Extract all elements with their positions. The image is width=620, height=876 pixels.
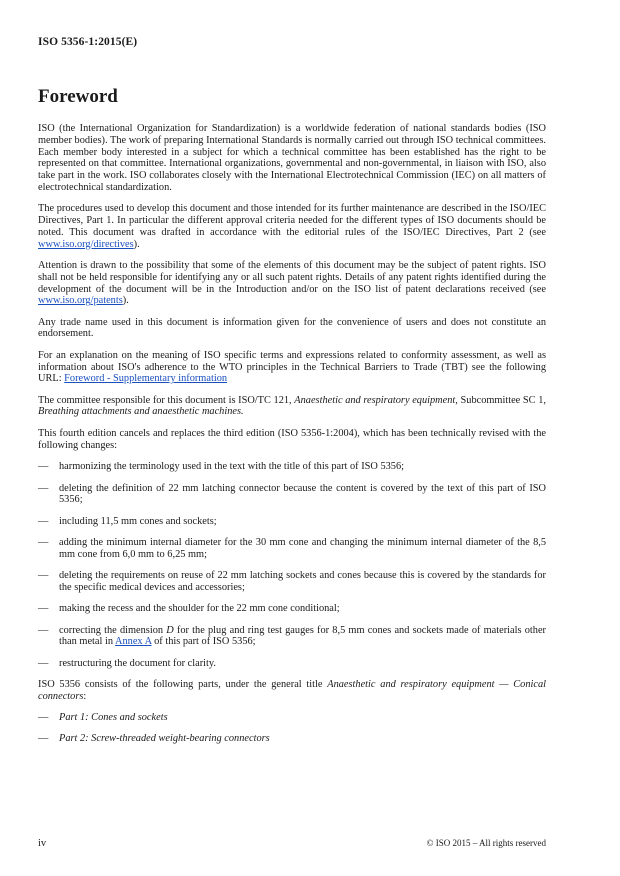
list-item: — correcting the dimension D for the plug and ring test gauges for 8,5 mm cones and sockets made of materials other than metal in Annex A of this part of ISO 5356; bbox=[38, 624, 546, 648]
list-item: — deleting the requirements on reuse of 22 mm latching sockets and cones because this is covered by the standards for the specific medical devices and accessories; bbox=[38, 570, 546, 593]
copyright-notice: © ISO 2015 – All rights reserved bbox=[426, 838, 546, 848]
list-item: — Part 1: Cones and sockets bbox=[38, 711, 168, 723]
list-item: — including 11,5 mm cones and sockets; bbox=[38, 515, 217, 527]
list-item: — restructuring the document for clarity. bbox=[38, 657, 217, 669]
paragraph: Attention is drawn to the possibility that some of the elements of this document may be the subject of patent rights. ISO shall not be held responsible for identifying any or all such patent rights. Details of any patent rights identified during the development of the document will be in the Introduction and/or on the ISO list of patent declarations received (see www.iso.org/patents). bbox=[38, 259, 546, 307]
list-item: — deleting the definition of 22 mm latching connector because the content is covered by the text of this part of ISO 5356; bbox=[38, 482, 546, 506]
list-item: — harmonizing the terminology used in the text with the title of this part of ISO 5356; bbox=[38, 461, 405, 473]
document-id: ISO 5356-1:2015(E) bbox=[38, 36, 138, 48]
patents-link[interactable]: www.iso.org/patents bbox=[38, 295, 123, 307]
paragraph: This fourth edition cancels and replaces the third edition (ISO 5356-1:2004), which has been technically revised with the following changes: bbox=[38, 427, 546, 451]
paragraph: ISO 5356 consists of the following parts, under the general title Anaesthetic and respiratory equipment — Conical connectors: bbox=[38, 678, 546, 702]
paragraph: The committee responsible for this document is ISO/TC 121, Anaesthetic and respiratory equipment, Subcommittee SC 1, Breathing attachments and anaesthetic machines. bbox=[38, 394, 546, 418]
annex-a-link[interactable]: Annex A bbox=[115, 636, 152, 648]
page-footer bbox=[38, 838, 546, 849]
list-item: — adding the minimum internal diameter for the 30 mm cone and changing the minimum internal diameter of the 8,5 mm cone from 6,0 mm to 6,25 mm; bbox=[38, 537, 546, 560]
paragraph: The procedures used to develop this document and those intended for its further maintenance are described in the ISO/IEC Directives, Part 1. In particular the different approval criteria needed for the different types of ISO documents should be noted. This document was drafted in accordance with the editorial rules of the ISO/IEC Directives, Part 2 (see www.iso.org/directives). bbox=[38, 203, 546, 250]
paragraph: For an explanation on the meaning of ISO specific terms and expressions related to conformity assessment, as well as information about ISO's adherence to the WTO principles in the Technical Barriers to Trade (TBT) see the following URL: Foreword - Supplementary information bbox=[38, 349, 546, 385]
supplementary-info-link[interactable]: Foreword - Supplementary information bbox=[64, 373, 228, 385]
list-item: — making the recess and the shoulder for the 22 mm cone conditional; bbox=[38, 603, 340, 615]
paragraph: ISO (the International Organization for Standardization) is a worldwide federation of national standards bodies (ISO member bodies). The work of preparing International Standards is normally carried out through ISO technical committees. Each member body interested in a subject for which a technical committee has been established has the right to be represented on that committee. International organizations, governmental and non-governmental, in liaison with ISO, also take part in the work. ISO collaborates closely with the International Electrotechnical Commission (IEC) on all matters of electrotechnical standardization. bbox=[38, 123, 546, 193]
directives-link[interactable]: www.iso.org/directives bbox=[38, 238, 134, 250]
page-number: iv bbox=[38, 838, 47, 849]
page-title: Foreword bbox=[38, 86, 118, 107]
foreword-body bbox=[38, 123, 546, 755]
paragraph: Any trade name used in this document is information given for the convenience of users and does not constitute an endorsement. bbox=[38, 316, 546, 340]
list-item: — Part 2: Screw-threaded weight-bearing connectors bbox=[38, 733, 270, 745]
